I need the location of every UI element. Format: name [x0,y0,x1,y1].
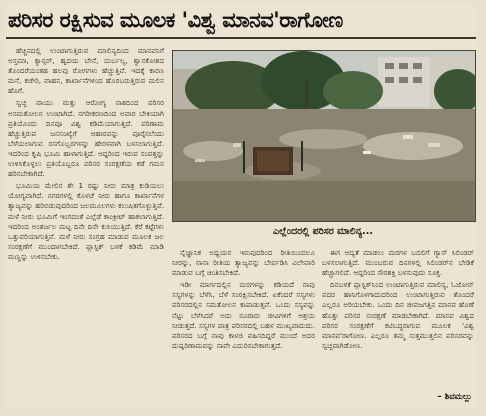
article-headline: ಪರಿಸರ ರಕ್ಷಿಸುವ ಮೂಲಕ 'ವಿಶ್ವ ಮಾನವ'ರಾಗೋಣ [8,7,343,32]
garbage-dump-photo [172,50,476,222]
newspaper-clipping [6,4,476,408]
article-column-1 [8,46,164,402]
article-column-3 [322,248,474,408]
paragraph: ಈಗ ಆದ್ಯತೆ ಮಾಡಲು ಮರಗಳ ಬದಲಿಗೆ ಗ್ಯಾಸ್ ಸಿಲಿಂಡರ್ ಬಳಸಲಾಗುತ್ತಿದೆ. ಮುಂಬರುವ ದಿನಗಳಲ್ಲಿ ಸಿಲಿಂಡರ್‌ನ ಬೇಡಿಕೆ ಹೆಚ್ಚಾಗಲಿದೆ. ಆದ್ದರಿಂದ ಸೌರಶಕ್ತಿ ಬಳಸುವುದು ಸೂಕ್ತ. [322,248,474,278]
paragraph: ದಿನಬಳಕೆ ಪ್ಲಾಸ್ಟಿಕ್‌ನಿಂದ ಉಂಟಾಗುತ್ತಿರುವ ಮಾಲಿನ್ಯ, ಓಜೋನ್ ಪದರ ಹಾನಿಗೊಳಗಾದುದರಿಂದ ಉಂಟಾಗುತ್ತಿರುವ ತೊಂದರೆ ಎಲ್ಲರೂ ಅರಿಯಬೇಕು. ಒಂದು ದಿನ ಜೀವಜಗತ್ತಿನ ಮಾನವ ಹೊಣೆ ಹೊತ್ತು ಪರಿಸರ ಸಂರಕ್ಷಣೆ ಮಾಡಬೇಕಾಗಿದೆ. ಮಾನವ ವಿಶ್ವದ ಪರಿಸರ ಸಂರಕ್ಷಣೆಗೆ ಕಟಿಬದ್ಧರಾಗುವ ಮೂಲಕ 'ವಿಶ್ವ ಮಾನವ'ರಾಗೋಣ. ಎಲ್ಲರೂ ತಮ್ಮ ಸುತ್ತಮುತ್ತಲಿನ ಪರಿಸರವನ್ನು ಸ್ವಚ್ಛವಾಗಿಡೋಣ. [322,280,474,350]
photo-caption: ಎಲ್ಲೆಂದರಲ್ಲಿ ಪರಿಸರ ಮಾಲಿನ್ಯ... [273,226,373,237]
headline-rule [6,37,476,39]
paragraph: ಹೆಚ್ಚಿನದಲ್ಲಿ ಉಂಟಾಗುತ್ತಿರುವ ಮಾಲಿನ್ಯದಿಂದ ಮಾನವನಿಗೆ ಅಸ್ತಮಾ, ಕ್ಯಾನ್ಸರ್, ಹೃದಯ ಬೇನೆ, ದುರ್ಬಲ್ಯ, ಶ್ವಾಸಕೋಶದ ತೊಂದರೆಯಂತಹ ಹಲವು ರೋಗಗಳು ಹೆಚ್ಚುತ್ತಿವೆ. ಇದಕ್ಕೆ ಕಾರಣ ಮನೆ, ಕಚೇರಿ, ವಾಹನ, ಕಾರ್ಖಾನೆಗಳಿಂದ ಹೊರಬರುತ್ತಿರುವ ಮಲಿನ ಹೊಗೆ. [8,46,164,96]
photo-illustration [173,51,475,221]
paragraph: ಭೂಮಿಯ ಮೇಲಿನ ಶೇ 1 ರಷ್ಟು ನೀರು ಮಾತ್ರ ಕುಡಿಯಲು ಯೋಗ್ಯವಾಗಿದೆ. ನಗರಗಳಲ್ಲಿ ಕೊಳಚೆ ನೀರು ಹಾಗೂ ಕಾರ್ಖಾನೆಗಳ ತ್ಯಾಜ್ಯವನ್ನು ಹರಿಬಿಡುವುದರಿಂದ ಜಲಮೂಲಗಳು ಕಲುಷಿತಗೊಳ್ಳುತ್ತಿವೆ. ಮಳೆ ನೀರು ಭೂಮಿಗೆ ಇಂಗದಂತೆ ಎಲ್ಲೆಡೆ ಕಾಂಕ್ರೀಟ್ ಹಾಕಲಾಗುತ್ತಿದೆ. ಇದರಿಂದ ಅಂತರ್ಜಲ ಮಟ್ಟ ದಿನೇ ದಿನೇ ಕುಸಿಯುತ್ತಿದೆ. ಕೆರೆ ಕಟ್ಟೆಗಳು ಒತ್ತುವರಿಯಾಗುತ್ತಿವೆ. ಮಳೆ ನೀರು ಸಂಗ್ರಹ ಮಾಡುವ ಮೂಲಕ ಜಲ ಸಂರಕ್ಷಣೆಗೆ ಮುಂದಾಗಬೇಕಿದೆ. ಪ್ಲಾಸ್ಟಿಕ್ ಬಳಕೆ ಕಡಿಮೆ ಮಾಡಿ ಮಣ್ಣನ್ನು ಉಳಿಸಬೇಕು. [8,181,164,261]
article-column-2 [172,248,315,398]
paragraph: ಸ್ವಚ್ಛ ವಾಯು ಮತ್ತು ಆರೋಗ್ಯ ನಾಶದಿಂದ ಪರಿಸರ ಅಸಮತೋಲನ ಉಂಟಾಗಿದೆ. ನಗರೀಕರಣದಿಂದ ಅವಾರ ಬೇಕಿಯಾಗಿ ಪ್ರತಿಯೊಂದು ದಿನವೂ ವಿಶ್ವ ಕಡಿಮೆಯಾಗುತ್ತಿದೆ. ಪರಿಣಾಮ ಹೆಚ್ಚುತ್ತಿರುವ ಜನಸಂಖ್ಯೆಗೆ ಆಹಾರವನ್ನು ಪೂರೈಸಲೆಂದು ಬೆಳೆಯಲಾಗುವ ರಸಗೊಬ್ಬರಗಳನ್ನು ಹೇರಳವಾಗಿ ಬಳಸಲಾಗುತ್ತಿದೆ. ಇದರಿಂದ ಕೃಷಿ ಭೂಮಿ ಹಾಳಾಗುತ್ತಿದೆ. ಆದ್ದರಿಂದ ಇರುವ ಸಂಪತ್ತನ್ನು ಉಳಿಸಿಕೊಳ್ಳಲು ಪ್ರತಿಯೊಬ್ಬರೂ ಪರಿಸರ ಸಂರಕ್ಷಣೆಯ ಕಡೆ ಗಮನ ಹರಿಸಬೇಕಾಗಿದೆ. [8,98,164,179]
paragraph: ನೈಜ್ಞಾನಿಕ ಅಧ್ಯಯನ ಇರುವುದರಿಂದ ರೀತಿಯಿಂದಲೂ ನೀರನ್ನು, ನಾನಾ ರೀತಿಯ ತ್ಯಾಜ್ಯವನ್ನು ಬೇರ್ಪಡಿಸಿ ವಿಲೇವಾರಿ ಮಾಡುವ ಬಗ್ಗೆ ಚಿಂತಿಸಬೇಕಿದೆ. [172,248,315,278]
paragraph: ಇಡೀ ಮಾರ್ಗದಲ್ಲಿನ ಮರಗಳನ್ನು ಕಡಿಯದೆ ನಾವು ಸಸ್ಯಗಳನ್ನು ಬೆಳೆಸಿ, ಬೆಳೆ ಸಂರಕ್ಷಿಸಬೇಕಿದೆ. ಏಕೆಂದರೆ ಸಸ್ಯಗಳು ಪರಿಸರದಲ್ಲಿನ ಸಮತೋಲನ ಕಾಪಾಡುತ್ತವೆ. ಒಂದು ಸಸ್ಯವನ್ನು ನೆಟ್ಟು ಬೆಳೆಸಿದರೆ ಅದು ನೂರಾರು ಜೀವಿಗಳಿಗೆ ಆಶ್ರಯ ನೀಡುತ್ತದೆ. ಸಸ್ಯಗಳ ಪಾತ್ರ ಪರಿಸರದಲ್ಲಿ ಬಹಳ ಮುಖ್ಯವಾದುದು. ಪರಿಸರದ ಬಗ್ಗೆ ನಾವು ಕಾಳಜಿ ವಹಿಸದಿದ್ದರೆ ಮುಂದೆ ಅದರ ದುಷ್ಪರಿಣಾಮವನ್ನು ನಾವೇ ಎದುರಿಸಬೇಕಾಗುತ್ತದೆ. [172,280,315,350]
author-byline: – ಶಿವಮಲ್ಲು [437,392,472,402]
